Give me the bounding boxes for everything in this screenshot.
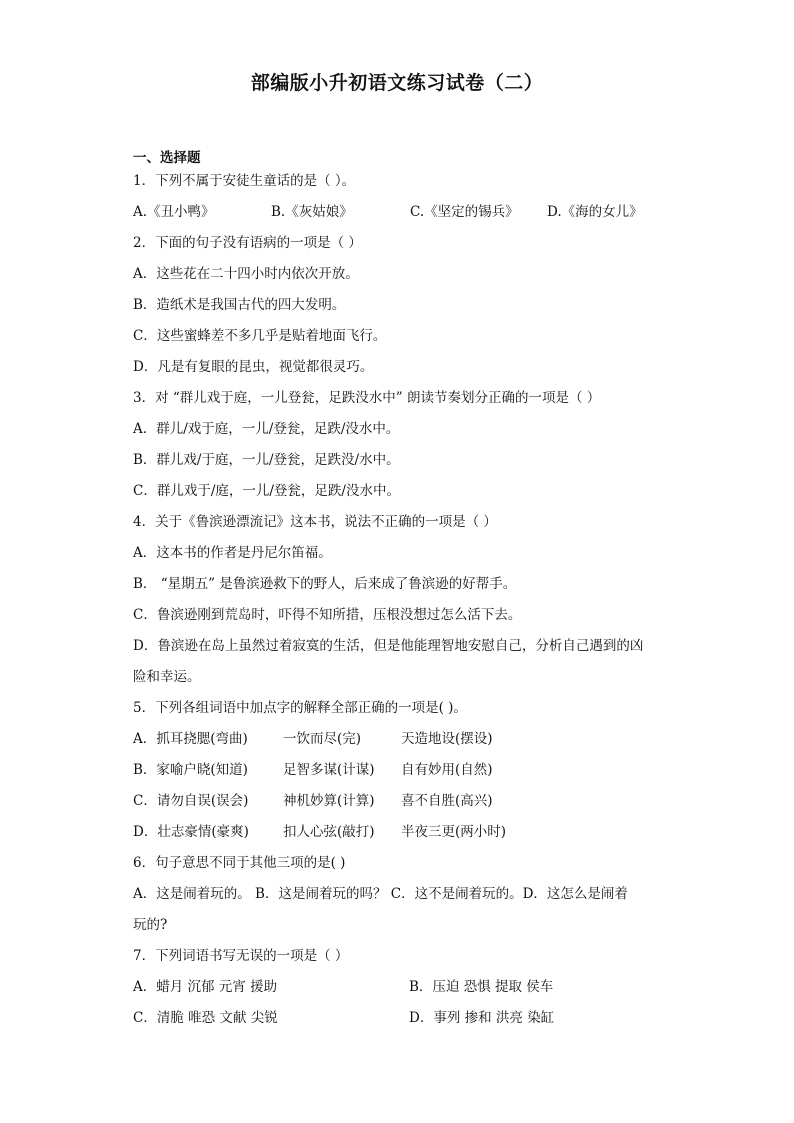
word-2: 扣人心弦(敲打)	[283, 824, 375, 840]
question-2-stem: 2．下面的句子没有语病的一项是（ ）	[133, 235, 362, 251]
word-1: D．壮志豪情(豪爽)	[133, 824, 249, 840]
question-6-options-line-1: A．这是闹着玩的。 B．这是闹着玩的吗？ C．这不是闹着玩的。D．这怎么是闹着	[133, 886, 628, 902]
word-1: C．请勿自误(误会)	[133, 793, 249, 809]
option-a: A．这本书的作者是丹尼尔笛福。	[133, 545, 332, 561]
word-1: B．家喻户晓(知道)	[133, 762, 248, 778]
option-d: D．凡是有复眼的昆虫，视觉都很灵巧。	[133, 359, 374, 375]
option-a: A．群儿/戏于庭，一儿/登瓮，足跌/没水中。	[133, 421, 400, 437]
page-title: 部编版小升初语文练习试卷（二）	[250, 72, 544, 94]
option-c: C．这些蜜蜂差不多几乎是贴着地面飞行。	[133, 328, 387, 344]
option-b: B．压迫 恐惧 提取 侯车	[409, 979, 554, 995]
option-c: C．清脆 唯恐 文献 尖锐	[133, 1010, 278, 1026]
word-3: 天造地设(摆设)	[401, 731, 493, 747]
option-row-b	[133, 759, 678, 790]
option-c: C.《坚定的锡兵》	[410, 204, 519, 220]
question-3-stem: 3．对 “群儿戏于庭，一儿登瓮，足跌没水中” 朗读节奏划分正确的一项是（ ）	[133, 390, 601, 406]
option-a: A．蜡月 沉郁 元宵 援助	[133, 979, 278, 995]
question-1-stem: 1．下列不属于安徒生童话的是（ ）。	[133, 173, 356, 189]
option-row-a	[133, 728, 678, 759]
option-row-ab	[133, 976, 678, 1007]
word-3: 半夜三更(两小时)	[401, 824, 507, 840]
question-list	[133, 170, 678, 1038]
question-5-stem: 5．下列各组词语中加点字的解释全部正确的一项是( )。	[133, 700, 467, 716]
option-d-line-2: 险和幸运。	[133, 669, 201, 685]
word-2: 一饮而尽(完)	[283, 731, 362, 747]
option-b: B．造纸术是我国古代的四大发明。	[133, 297, 346, 313]
word-2: 足智多谋(计谋)	[283, 762, 375, 778]
option-row-d	[133, 821, 678, 852]
word-1: A．抓耳挠腮(弯曲)	[133, 731, 248, 747]
question-6-stem: 6．句子意思不同于其他三项的是( )	[133, 855, 346, 871]
option-c: C．群儿戏于/庭，一儿/登瓮，足跌/没水中。	[133, 483, 400, 499]
question-7-stem: 7．下列词语书写无误的一项是（ ）	[133, 948, 349, 964]
question-6-options-line-2: 玩的?	[133, 917, 168, 933]
option-row-c	[133, 790, 678, 821]
option-row-cd	[133, 1007, 678, 1038]
option-d-line-1: D．鲁滨逊在岛上虽然过着寂寞的生活，但是他能理智地安慰自己，分析自己遇到的凶	[133, 638, 644, 654]
option-c: C．鲁滨逊刚到荒岛时，吓得不知所措，压根没想过怎么活下去。	[133, 607, 522, 623]
option-b: B． “星期五” 是鲁滨逊救下的野人，后来成了鲁滨逊的好帮手。	[133, 576, 517, 592]
word-3: 喜不自胜(高兴)	[401, 793, 493, 809]
option-b: B.《灰姑娘》	[271, 204, 353, 220]
option-a: A．这些花在二十四小时内依次开放。	[133, 266, 359, 282]
option-d: D．事列 掺和 洪亮 染缸	[409, 1010, 555, 1026]
option-b: B．群儿戏/于庭，一儿/登瓮，足跌没/水中。	[133, 452, 400, 468]
question-1-options	[133, 201, 678, 232]
option-d: D.《海的女儿》	[547, 204, 643, 220]
question-4-stem: 4．关于《鲁滨逊漂流记》这本书，说法不正确的一项是（ ）	[133, 514, 497, 530]
word-3: 自有妙用(自然)	[401, 762, 493, 778]
word-2: 神机妙算(计算)	[283, 793, 375, 809]
option-a: A.《丑小鸭》	[133, 204, 215, 220]
section-heading: 一、选择题	[133, 150, 201, 166]
